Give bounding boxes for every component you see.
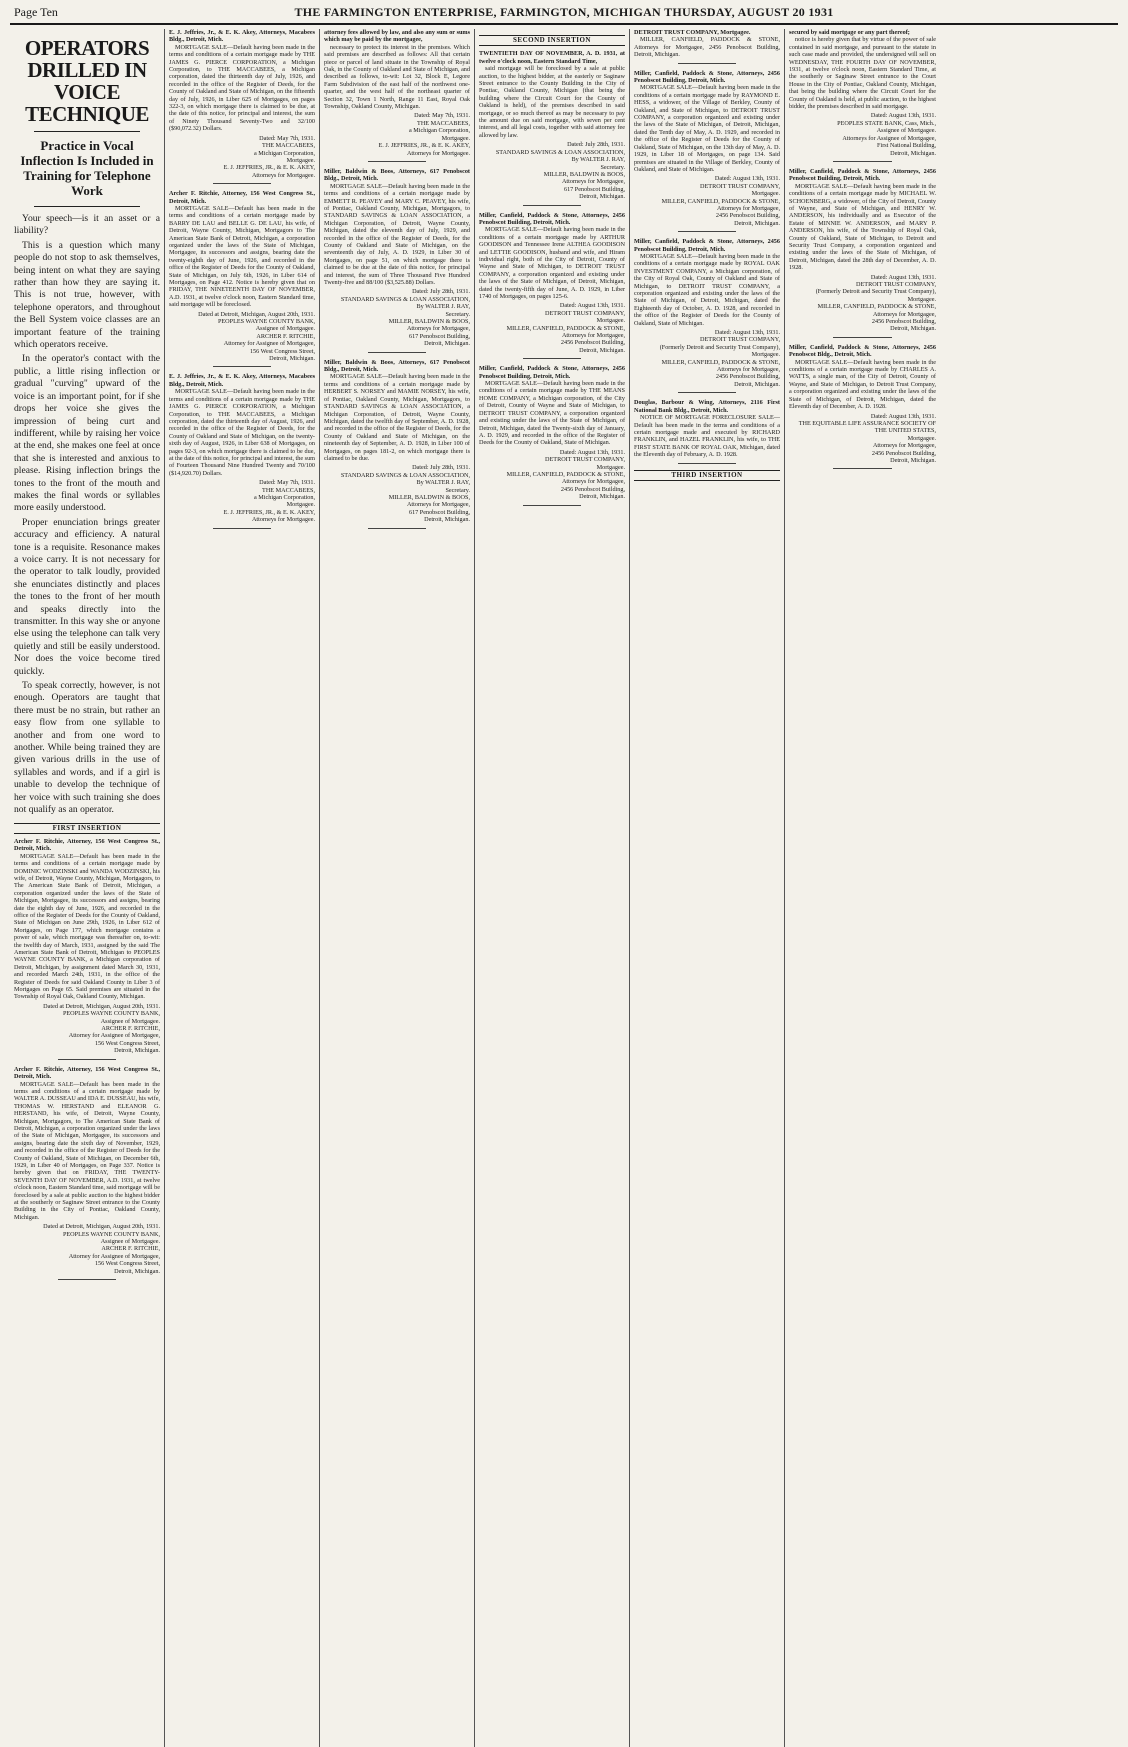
notice-separator xyxy=(523,358,581,359)
notice-body: necessary to protect its interest in the premises. Which said premises are described as follows: All that certain piece or parcel of land situate in the Township of Royal Oak, in the County of Oakland and State of Michigan, and described as follows, to-wit: Lot 32, Block E, Legore Farm Subdivision of the east half of the northwest one-quarter, and the west half of the northeast quarter of Section 32, Town 1 North, Range 11 East, Royal Oak Township, Oakland County, Michigan. xyxy=(324,43,470,111)
column-6 xyxy=(785,29,940,1747)
signature-line: ARCHER F. RITCHIE, xyxy=(101,1025,160,1033)
signature-line: Attorneys for Mortgagee, xyxy=(872,442,936,450)
signature-line: Dated: May 7th, 1931. xyxy=(414,112,470,120)
signature-line: Dated: July 28th, 1931. xyxy=(567,141,625,149)
notices-col4 xyxy=(479,50,625,505)
signature-line: Dated: August 13th, 1931. xyxy=(559,448,625,456)
signature-line: MILLER, BALDWIN & BOOS, xyxy=(388,318,470,326)
notice-body: MILLER, CANFIELD, PADDOCK & STONE, Attorneys for Mortgagee, 2456 Penobscot Building, Detroit, Michigan. xyxy=(634,36,780,59)
signature-line: Dated: August 13th, 1931. xyxy=(870,412,936,420)
legal-notice xyxy=(324,359,470,529)
signature-line: Mortgagee. xyxy=(751,190,780,198)
legal-notice xyxy=(634,70,780,233)
signature-line: Attorneys for Mortgagee, xyxy=(561,478,625,486)
notice-signature xyxy=(169,135,315,179)
notice-separator xyxy=(678,231,736,232)
signature-line: 156 West Congress Street, xyxy=(249,347,315,355)
notices-col5 xyxy=(634,29,780,464)
signature-line: a Michigan Corporation, xyxy=(408,127,470,135)
signature-line: Dated: August 13th, 1931. xyxy=(714,329,780,337)
signature-line: Attorneys for Assignee of Mortgagee, xyxy=(842,134,936,142)
notice-separator xyxy=(678,63,736,64)
legal-notice xyxy=(634,238,780,393)
notice-signature xyxy=(789,112,936,156)
signature-line: Attorney for Assignee of Mortgagee, xyxy=(68,1252,160,1260)
signature-line: By WALTER J. RAY, xyxy=(571,156,625,164)
signature-line: 617 Penobscot Building, xyxy=(563,185,625,193)
notice-body: said mortgage will be foreclosed by a sale at public auction, to the highest bidder, at the easterly or Saginaw Street entrance to the County Building in the City of Pontiac, Oakland County, Michigan (that being the building where the Circuit Court for the County of Oakland is held), of the premises described in said mortgage, or so much thereof as may be necessary to pay the amount due on said mortgage, with seven per cent interest, and all legal costs, together with said attorney fee allowed by law. xyxy=(479,65,625,139)
notice-separator xyxy=(523,505,581,506)
notice-separator xyxy=(368,161,426,162)
notice-signature xyxy=(479,141,625,200)
article-paragraph: Your speech—is it an asset or a liability? xyxy=(14,213,160,237)
notices-col2 xyxy=(169,29,315,529)
signature-line: MILLER, CANFIELD, PADDOCK & STONE, xyxy=(661,358,780,366)
signature-line: Attorneys for Mortgagee, xyxy=(872,310,936,318)
signature-line: Detroit, Michigan. xyxy=(890,325,936,333)
signature-line: MILLER, CANFIELD, PADDOCK & STONE, xyxy=(817,303,936,311)
notice-separator xyxy=(368,352,426,353)
notice-attorney: attorney fees allowed by law, and also any sum or sums which may be paid by the mortgagee, xyxy=(324,29,470,44)
notice-signature xyxy=(14,1003,160,1055)
signature-line: By WALTER J. RAY, xyxy=(416,479,470,487)
notice-separator xyxy=(833,161,892,162)
signature-line: Dated: August 13th, 1931. xyxy=(870,112,936,120)
signature-line: Dated: August 13th, 1931. xyxy=(559,302,625,310)
signature-line: MILLER, BALDWIN & BOOS, xyxy=(388,493,470,501)
signature-line: THE MACCABEES, xyxy=(262,142,315,150)
signature-line: PEOPLES WAYNE COUNTY BANK, xyxy=(62,1010,160,1018)
notice-signature xyxy=(169,311,315,363)
notice-separator xyxy=(213,528,271,529)
notice-separator xyxy=(523,205,581,206)
signature-line: Attorney for Assignee of Mortgagee, xyxy=(68,1032,160,1040)
notice-body: MORTGAGE SALE—Default has been made in the terms and conditions of a certain mortgage made by DOMINIC WODZINSKI and WANDA WODZINSKI, his wife, of Detroit, Wayne County, Michigan, Mortgagors, to The American State Bank of Detroit, Michigan, a corporation organized under the laws of the State of Michigan, Mortgagee, its successors and assigns, bearing date the eighth day of June, 1926, and recorded in the office of the Register of Deeds for the County of Oakland, State of Michigan on June 29th, 1926, in Liber 612 of Mortgages, on Page 177, which mortgage contains a power of sale, which mortgage was thereafter on, to-wit: the twelfth day of March, 1931, assigned by the said The American State Bank of Detroit, Michigan to PEOPLES WAYNE COUNTY BANK, a Michigan corporation of Detroit, Michigan, by assignment dated March 30, 1931, and recorded March 24th, 1931, in the office of the Register of Deeds for said Oakland County in Liber 3 of Mortgages on Page 65. Said premises are situated in the Township of Royal Oak, Oakland County, Michigan. xyxy=(14,852,160,1001)
signature-line: Secretary. xyxy=(445,310,470,318)
notice-attorney: Miller, Canfield, Paddock & Stone, Attorneys, 2456 Penobscot Building, Detroit, Mich. xyxy=(479,211,625,226)
notice-separator xyxy=(833,337,892,338)
signature-line: E. J. JEFFRIES, JR., & E. K. AKEY, xyxy=(223,508,315,516)
signature-line: DETROIT TRUST COMPANY, xyxy=(545,309,625,317)
notice-body: MORTGAGE SALE—Default having been made in the conditions of a certain mortgage made by THE MEANS HOME COMPANY, a Michigan corporation, of the City of Detroit, County of Wayne and State of Michigan, to DETROIT TRUST COMPANY, a corporation organized and existing under the laws of the State of Michigan, of Detroit, Michigan, dated the Twenty-sixth day of January, A. D. 1929, and recorded in the office of the Register of Deeds for the County of Oakland, State of Michigan. xyxy=(479,380,625,447)
legal-notice xyxy=(479,50,625,205)
signature-line: Assignee of Mortgagee. xyxy=(100,1017,160,1025)
signature-line: MILLER, CANFIELD, PADDOCK & STONE, xyxy=(661,197,780,205)
legal-notice xyxy=(634,29,780,64)
notice-body: MORTGAGE SALE—Default having been made in the terms and conditions of a certain mortgage made by HERBERT S. NORSEY and MAMIE NORSEY, his wife, of Pontiac, Oakland County, Michigan, Mortgagors, to STANDARD SAVINGS & LOAN ASSOCIATION, a Michigan Corporation, of Detroit, Wayne County, Michigan, dated the twelfth day of September, A. D. 1928, and recorded in the office of the Register of Deeds, for the County of Oakland and State of Michigan, on the nineteenth day of September, A. D. 1928, in Liber 100 of Mortgages, on pages 181-2, on which mortgage there is claimed to be due. xyxy=(324,373,470,462)
notice-signature xyxy=(324,464,470,523)
columns xyxy=(10,29,1118,1747)
legal-notice xyxy=(169,29,315,184)
notices-col6 xyxy=(789,29,936,469)
signature-line: DETROIT TRUST COMPANY, xyxy=(856,281,936,288)
signature-line: Detroit, Michigan. xyxy=(424,340,470,348)
notice-attorney: Miller, Canfield, Paddock & Stone, Attorneys, 2456 Penobscot Building, Detroit, Mich. xyxy=(634,238,780,253)
notice-separator xyxy=(678,463,736,464)
divider xyxy=(34,131,140,132)
signature-line: a Michigan Corporation, xyxy=(253,149,315,157)
signature-line: E. J. JEFFRIES, JR., & E. K. AKEY, xyxy=(223,164,315,172)
signature-line: 2456 Penobscot Building, xyxy=(871,318,936,326)
divider xyxy=(34,206,140,207)
signature-line: Detroit, Michigan. xyxy=(269,355,315,363)
notice-signature xyxy=(14,1223,160,1275)
signature-line: Dated at Detroit, Michigan, August 20th, 1931. xyxy=(43,1223,160,1231)
notice-attorney: Miller, Baldwin & Boos, Attorneys, 617 Penobscot Bldg., Detroit, Mich. xyxy=(324,167,470,183)
signature-line: DETROIT TRUST COMPANY, xyxy=(700,182,780,190)
signature-line: Attorneys for Mortgagee. xyxy=(251,171,315,179)
legal-notice xyxy=(634,399,780,463)
signature-line: 2456 Penobscot Building, xyxy=(715,373,780,381)
signature-line: Detroit, Michigan. xyxy=(579,346,625,354)
signature-line: DETROIT TRUST COMPANY, xyxy=(700,336,780,344)
signature-line: Dated: May 7th, 1931. xyxy=(259,479,315,487)
signature-line: First National Building, xyxy=(877,142,936,150)
notice-body: MORTGAGE SALE—Default having been made in the conditions of a certain mortgage made by CHARLES A. WATTS, a single man, of the City of Detroit, County of Wayne, and State of Michigan, to Detroit Trust Company, a corporation organized and existing under the laws of the State of Michigan, of Detroit, Michigan, dated the Eleventh day of December, A. D. 1928. xyxy=(789,358,936,411)
article-paragraph: Proper enunciation brings greater accuracy and efficiency. A natural tone is a requisite. Resonance makes a voice carry. It is not necessary for the operator to talk loudly, provided she enunciates distinctly and places the tones to the front of her mouth and speaks directly into the transmitter. In this way she or anyone else using the telephone can talk very quietly and still be easily understood. Nor does the voice become tired quickly. xyxy=(14,516,160,677)
legal-notice xyxy=(14,838,160,1060)
article-subhead: Practice in Vocal Inflection Is Included in Training for Telephone Work xyxy=(20,138,154,198)
legal-notice xyxy=(479,365,625,505)
signature-line: Attorneys for Mortgagee, xyxy=(406,325,470,333)
signature-line: Dated: July 28th, 1931. xyxy=(412,464,470,472)
column-5 xyxy=(630,29,785,1747)
signature-line: ARCHER F. RITCHIE, xyxy=(101,1245,160,1253)
signature-line: STANDARD SAVINGS & LOAN ASSOCIATION, xyxy=(495,148,625,156)
notice-body: MORTGAGE SALE—Default having been made in the terms and conditions of a certain mortgage made by THE JAMES G. PIERCE CORPORATION, a Michigan Corporation, to THE MACCABEES, a Michigan corporation, dated the thirteenth day of July, 1926, and recorded in the office of the Register of Deeds, for the County of Oakland and State of Michigan, on the fifteenth day of July, 1926, in Liber 625 of Mortgages, on pages 322-3, on which mortgage there is claimed to be due, at the date of this notice, for principal and interest, the sum of Ninety Thousand Seventy-Two and 32/100 ($90,072.32) Dollars. xyxy=(169,43,315,133)
signature-line: Attorney for Assignee of Mortgagee, xyxy=(223,340,315,348)
signature-line: (Formerly Detroit and Security Trust Company), Mortgagee. xyxy=(815,288,936,303)
article-paragraph: In the operator's contact with the public, a little rising inflection or gradual "curving" upward of the voice is an important point, for if she drops her voice she gives the impression of being curt and indifferent, while by raising her voice at the end, she makes one feel at once that she is interested and anxious to please. Rising inflection brings the tones to the front of the mouth and makes the final words or syllables more easily understood. xyxy=(14,353,160,514)
notice-attorney: Miller, Canfield, Paddock & Stone, Attorneys, 2456 Penobscot Building, Detroit, Mich. xyxy=(479,365,625,380)
signature-line: 617 Penobscot Building, xyxy=(408,332,470,340)
column-3 xyxy=(320,29,475,1747)
article-headline: OPERATORS DRILLED IN VOICE TECHNIQUE xyxy=(24,36,150,126)
signature-line: Dated: July 28th, 1931. xyxy=(412,288,470,296)
notice-separator xyxy=(368,528,426,529)
signature-line: Dated: August 13th, 1931. xyxy=(870,273,936,281)
notice-separator xyxy=(58,1279,116,1280)
signature-line: Dated at Detroit, Michigan, August 20th, 1931. xyxy=(198,310,315,318)
notice-body: MORTGAGE SALE—Default having been made in the terms and conditions of a certain mortgage made by EMMETT R. PEAVEY and MARY C. PEAVEY, his wife, of Pontiac, Oakland County, Michigan, Mortgagors, to STANDARD SAVINGS & LOAN ASSOCIATION, a Michigan Corporation, of Detroit, Wayne County, Michigan, dated the eleventh day of July, 1929, and recorded in the office of the Register of Deeds, for the County of Oakland and State of Michigan, on the seventeenth day of July, A. D. 1929, in Liber 30 of Mortgages, on page 51, on which mortgage there is claimed to be due at the date of this notice, for principal and interest, the sum of Three Thousand Five Hundred Twenty-five and 88/100 ($3,525.88) Dollars. xyxy=(324,182,470,286)
notice-attorney: Archer F. Ritchie, Attorney, 156 West Congress St., Detroit, Mich. xyxy=(169,190,315,205)
notice-separator xyxy=(213,183,271,184)
notice-signature xyxy=(324,288,470,347)
signature-line: MILLER, BALDWIN & BOOS, xyxy=(543,170,625,178)
legal-notice xyxy=(324,168,470,353)
notice-separator xyxy=(678,392,736,393)
signature-line: Assignee of Mortgagee. xyxy=(876,127,936,135)
article-paragraph: This is a question which many people do not stop to ask themselves, being intent on what they are saying rather than how they are saying it. This is not true, however, with telephone operators, and throughout the Bell System voice classes are an important feature of the training which operators receive. xyxy=(14,239,160,351)
signature-line: 2456 Penobscot Building, xyxy=(871,449,936,457)
signature-line: MILLER, CANFIELD, PADDOCK & STONE, xyxy=(506,324,625,332)
signature-line: Dated at Detroit, Michigan, August 20th, 1931. xyxy=(43,1002,160,1010)
legal-notice xyxy=(169,190,315,367)
section-label-second: SECOND INSERTION xyxy=(479,35,625,46)
signature-line: Mortgagee. xyxy=(286,156,315,164)
signature-line: Assignee of Mortgagee. xyxy=(100,1238,160,1246)
signature-line: Attorneys for Mortgagee, xyxy=(716,366,780,374)
legal-notice xyxy=(324,29,470,162)
signature-line: Dated: May 7th, 1931. xyxy=(259,134,315,142)
notice-attorney: Miller, Baldwin & Boos, Attorneys, 617 Penobscot Bldg., Detroit, Mich. xyxy=(324,358,470,374)
signature-line: Detroit, Michigan. xyxy=(890,456,936,464)
notice-attorney: TWENTIETH DAY OF NOVEMBER, A. D. 1931, at twelve o'clock noon, Eastern Standard Time, xyxy=(479,50,625,65)
column-2 xyxy=(165,29,320,1747)
notice-body: MORTGAGE SALE—Default has been made in the terms and conditions of a certain mortgage made by BARRY DE LAU and BELLE G. DE LAU, his wife, of Detroit, Wayne County, Michigan, Mortgagors to The American State Bank of Detroit, Michigan, a corporation organized under the laws of the State of Michigan, Mortgagee, its successors and assigns, bearing date the twenty-eighth day of June, 1926, and recorded in the office of the Register of Deeds for the County of Oakland, State of Michigan, on July 6th, 1926, in Liber 614 of Mortgages, on Page 412. Notice is hereby given that on FRIDAY, THE NINETEENTH DAY OF NOVEMBER, A.D. 1931, at twelve o'clock noon, Eastern Standard time, said mortgage will be foreclosed. xyxy=(169,204,315,309)
signature-line: THE MACCABEES, xyxy=(417,119,470,127)
signature-line: By WALTER J. RAY, xyxy=(416,303,470,311)
notice-signature xyxy=(789,413,936,465)
signature-line: Detroit, Michigan. xyxy=(579,493,625,501)
notice-signature xyxy=(789,274,936,333)
signature-line: Detroit, Michigan. xyxy=(890,149,936,157)
notice-attorney: E. J. Jeffries, Jr., & E. K. Akey, Attorneys, Macabees Bldg., Detroit, Mich. xyxy=(169,373,315,388)
signature-line: Detroit, Michigan. xyxy=(579,193,625,201)
signature-line: DETROIT TRUST COMPANY, xyxy=(545,456,625,464)
signature-line: Detroit, Michigan. xyxy=(734,380,780,388)
page-number: Page Ten xyxy=(14,4,58,19)
notice-attorney: DETROIT TRUST COMPANY, Mortgagee. xyxy=(634,29,751,36)
notices-col1 xyxy=(14,838,160,1280)
notice-attorney: secured by said mortgage or any part thereof; xyxy=(789,29,910,36)
signature-line: STANDARD SAVINGS & LOAN ASSOCIATION, xyxy=(340,295,470,303)
signature-line: Detroit, Michigan. xyxy=(424,516,470,524)
notice-body: MORTGAGE SALE—Default having been made in the conditions of a certain mortgage made by ARTHUR GOODISON and Tennessee Irene ALTHEA GOODISON and LETTIE GOODISON, husband and wife, and Hiram individual right, both of the City of Detroit, County of Wayne and State of Michigan, to DETROIT TRUST COMPANY, a corporation organized and existing under the laws of the State of Michigan, of Detroit, Michigan, dated the twenty-fifth day of June, A. D. 1929, in Liber 1740 of Mortgages, on pages 125-6. xyxy=(479,226,625,300)
signature-line: Secretary. xyxy=(445,486,470,494)
signature-line: Mortgagee. xyxy=(907,434,936,442)
notice-signature xyxy=(479,302,625,354)
legal-notice xyxy=(789,168,936,338)
legal-notice xyxy=(479,212,625,360)
signature-line: MILLER, CANFIELD, PADDOCK & STONE, xyxy=(506,470,625,478)
signature-line: PEOPLES STATE BANK, Cass, Mich., xyxy=(837,119,936,127)
notice-attorney: Miller, Canfield, Paddock & Stone, Attorneys, 2456 Penobscot Building, Detroit, Mich. xyxy=(789,167,936,183)
notice-attorney: Archer F. Ritchie, Attorney, 156 West Congress St., Detroit, Mich. xyxy=(14,837,160,853)
signature-line: 156 West Congress Street, xyxy=(94,1260,160,1268)
notice-signature xyxy=(169,479,315,523)
notice-body: NOTICE OF MORTGAGE FORECLOSURE SALE—Default has been made in the terms and conditions of a certain mortgage made and executed by RICHARD FRANKLIN, and HAZEL FRANKLIN, his wife, to THE FIRST STATE BANK OF ROYAL OAK, Michigan, dated the Eleventh day of February, A. D. 1928. xyxy=(634,414,780,459)
notice-attorney: Miller, Canfield, Paddock & Stone, Attorneys, 2456 Penobscot Building, Detroit, Mich. xyxy=(634,69,780,85)
signature-line: Detroit, Michigan. xyxy=(114,1047,160,1055)
legal-notice xyxy=(169,373,315,528)
legal-notice xyxy=(789,29,936,162)
signature-line: Secretary. xyxy=(600,163,625,171)
column-1 xyxy=(10,29,165,1747)
signature-line: Attorneys for Mortgagee. xyxy=(251,516,315,524)
signature-line: Dated: August 13th, 1931. xyxy=(714,175,780,183)
notice-body: notice is hereby given that by virtue of the power of sale contained in said mortgage, and pursuant to the statute in such case made and provided, the undersigned will sell on WEDNESDAY, THE FOURTH DAY OF NOVEMBER, 1931, at twelve o'clock noon, Eastern Standard Time, at the southerly or Saginaw Street entrance to the Court House in the City of Pontiac, Oakland County, Michigan, that being the building where the Circuit Court for the County of Oakland is held, at public auction, to the highest bidder, the premises described in said mortgage. xyxy=(789,36,936,111)
signature-line: Mortgagee. xyxy=(286,501,315,509)
notice-signature xyxy=(324,112,470,156)
notice-signature xyxy=(634,329,780,388)
signature-line: Mortgagee. xyxy=(596,317,625,325)
section-label-third: THIRD INSERTION xyxy=(634,470,780,481)
signature-line: Attorneys for Mortgagee, xyxy=(561,178,625,186)
legal-notice xyxy=(789,344,936,470)
signature-line: Assignee of Mortgagee. xyxy=(255,325,315,333)
signature-line: ARCHER F. RITCHIE, xyxy=(256,332,315,340)
notice-separator xyxy=(58,1059,116,1060)
notice-body: MORTGAGE SALE—Default having been made in the terms and conditions of a certain mortgage made by THE JAMES G. PIERCE CORPORATION, a Michigan Corporation, to THE MACCABEES, a Michigan corporation, dated the thirteenth day of August, 1926, and recorded in the office of the Register of Deeds, for the County of Oakland and State of Michigan, on the twenty-sixth day of August, 1926, in Liber 638 of Mortgages, on pages 92-3, on which mortgage there is claimed to be due, at the date of this notice, for principal and interest, the sum of Fourteen Thousand Nine Hundred Twenty and 70/100 ($14,920.70) Dollars. xyxy=(169,388,315,477)
signature-line: Attorneys for Mortgagee, xyxy=(561,332,625,340)
signature-line: Mortgagee. xyxy=(441,134,470,142)
signature-line: Mortgagee. xyxy=(596,463,625,471)
notice-attorney: Miller, Canfield, Paddock & Stone, Attorneys, 2456 Penobscot Bldg., Detroit, Mich. xyxy=(789,343,936,359)
article-body xyxy=(14,213,160,817)
newspaper-title: THE FARMINGTON ENTERPRISE, FARMINGTON, MICHIGAN THURSDAY, AUGUST 20 1931 xyxy=(294,4,834,19)
signature-line: 2456 Penobscot Building, xyxy=(560,485,625,493)
signature-line: E. J. JEFFRIES, JR., & E. K. AKEY, xyxy=(378,142,470,150)
signature-line: 2456 Penobscot Building, xyxy=(560,339,625,347)
signature-line: THE EQUITABLE LIFE ASSURANCE SOCIETY OF THE UNITED STATES, xyxy=(798,419,936,435)
signature-line: Attorneys for Mortgagee, xyxy=(716,204,780,212)
signature-line: 617 Penobscot Building, xyxy=(408,508,470,516)
signature-line: (Formerly Detroit and Security Trust Company), Mortgagee. xyxy=(659,343,780,359)
signature-line: Attorneys for Mortgagee, xyxy=(406,501,470,509)
masthead xyxy=(10,4,1118,25)
notice-attorney: E. J. Jeffries, Jr., & E. K. Akey, Attorneys, Macabees Bldg., Detroit, Mich. xyxy=(169,29,315,44)
notice-attorney: Archer F. Ritchie, Attorney, 156 West Congress St., Detroit, Mich. xyxy=(14,1065,160,1081)
notice-body: MORTGAGE SALE—Default having been made in the conditions of a certain mortgage made by RAYMOND E. HESS, a widower, of the Village of Berkley, County of Oakland, and State of Michigan, to DETROIT TRUST COMPANY, a corporation organized and existing under the laws of the State of Michigan, of Detroit, Michigan, dated the Tenth day of May, A. D. 1929, and recorded in the office of the Register of Deeds for the County of Oakland, State of Michigan, on the 13th day of May, A. D. 1929, in Liber 18 of Mortgages, on page 134. Said premises are situated in the Village of Berkley, County of Oakland, and State of Michigan. xyxy=(634,84,780,173)
signature-line: THE MACCABEES, xyxy=(262,486,315,494)
signature-line: STANDARD SAVINGS & LOAN ASSOCIATION, xyxy=(340,471,470,479)
legal-notice xyxy=(14,1066,160,1280)
signature-line: PEOPLES WAYNE COUNTY BANK, xyxy=(217,318,315,326)
notice-body: MORTGAGE SALE—Default having been made in the conditions of a certain mortgage made by ROYAL OAK INVESTMENT COMPANY, a Michigan corporation, of the City of Royal Oak, County of Oakland and State of Michigan, to DETROIT TRUST COMPANY, a corporation organized and existing under the laws of the State of Michigan, of Detroit, Michigan, dated the Eighteenth day of October, A. D. 1928, and recorded in the office of the Register of Deeds for the County of Oakland, State of Michigan. xyxy=(634,252,780,327)
notices-col3 xyxy=(324,29,470,529)
section-label-first: FIRST INSERTION xyxy=(14,823,160,834)
signature-line: 2456 Penobscot Building, xyxy=(715,212,780,220)
notice-body: MORTGAGE SALE—Default has been made in the terms and conditions of a certain mortgage made by WALTER A. DUSSEAU and IDA E. DUSSEAU, his wife, THOMAS W. HERSTAND and ELEANOR G. HERSTAND, his wife, of Detroit, Wayne County, Michigan, Mortgagors, to The American State Bank of Detroit, Michigan, a corporation organized under the laws of the State of Michigan, Mortgagee, its successors and assigns, bearing date the sixth day of November, 1929, and recorded in the office of the Register of Deeds for the County of Oakland, State of Michigan, on December 6th, 1929, in Liber 40 of Mortgages, on Page 337. Notice is hereby given that on FRIDAY, THE TWENTY-SEVENTH DAY OF NOVEMBER, A.D. 1931, at twelve o'clock noon, Eastern Standard time, said mortgage will be foreclosed by a sale at public auction to the highest bidder at the southerly or Saginaw Street entrance to the County Building in the City of Pontiac, Oakland County, Michigan. xyxy=(14,1080,160,1221)
signature-line: PEOPLES WAYNE COUNTY BANK, xyxy=(62,1230,160,1238)
article-paragraph: To speak correctly, however, is not enough. Operators are taught that there must be no strain, but rather an easy flow from one syllable to another and from one word to another. While being trained they are given various drills in the use of syllables and words, and if a girl is unable to develop the technique of her voice with such training she does not qualify as an operator. xyxy=(14,680,160,816)
signature-line: Detroit, Michigan. xyxy=(114,1267,160,1275)
notice-signature xyxy=(479,449,625,501)
signature-line: a Michigan Corporation, xyxy=(253,493,315,501)
notice-body: MORTGAGE SALE—Default having been made in the conditions of a certain mortgage made by MICHAEL W. SCHOENBERG, a widower, of the City of Detroit, County of Wayne, and State of Michigan, and HENRY W. ANDERSON, his individually and as Executor of the Estate of MINNIE W. ANDERSON, and MARY P. ANDERSON, his wife, of the Township of Royal Oak, County of Oakland, State of Michigan, to Detroit and Security Trust Company, a corporation organized and existing under the laws of the State of Michigan, of Detroit, Michigan, dated the 28th day of December, A. D. 1928. xyxy=(789,182,936,272)
signature-line: 156 West Congress Street, xyxy=(94,1039,160,1047)
notice-attorney: Douglas, Barbour & Wing, Attorneys, 2116 First National Bank Bldg., Detroit, Mich. xyxy=(634,399,780,414)
notice-separator xyxy=(833,468,892,469)
signature-line: Attorneys for Mortgagee. xyxy=(406,149,470,157)
signature-line: Detroit, Michigan. xyxy=(734,219,780,227)
notice-separator xyxy=(213,366,271,367)
column-4 xyxy=(475,29,630,1747)
notice-signature xyxy=(634,175,780,227)
